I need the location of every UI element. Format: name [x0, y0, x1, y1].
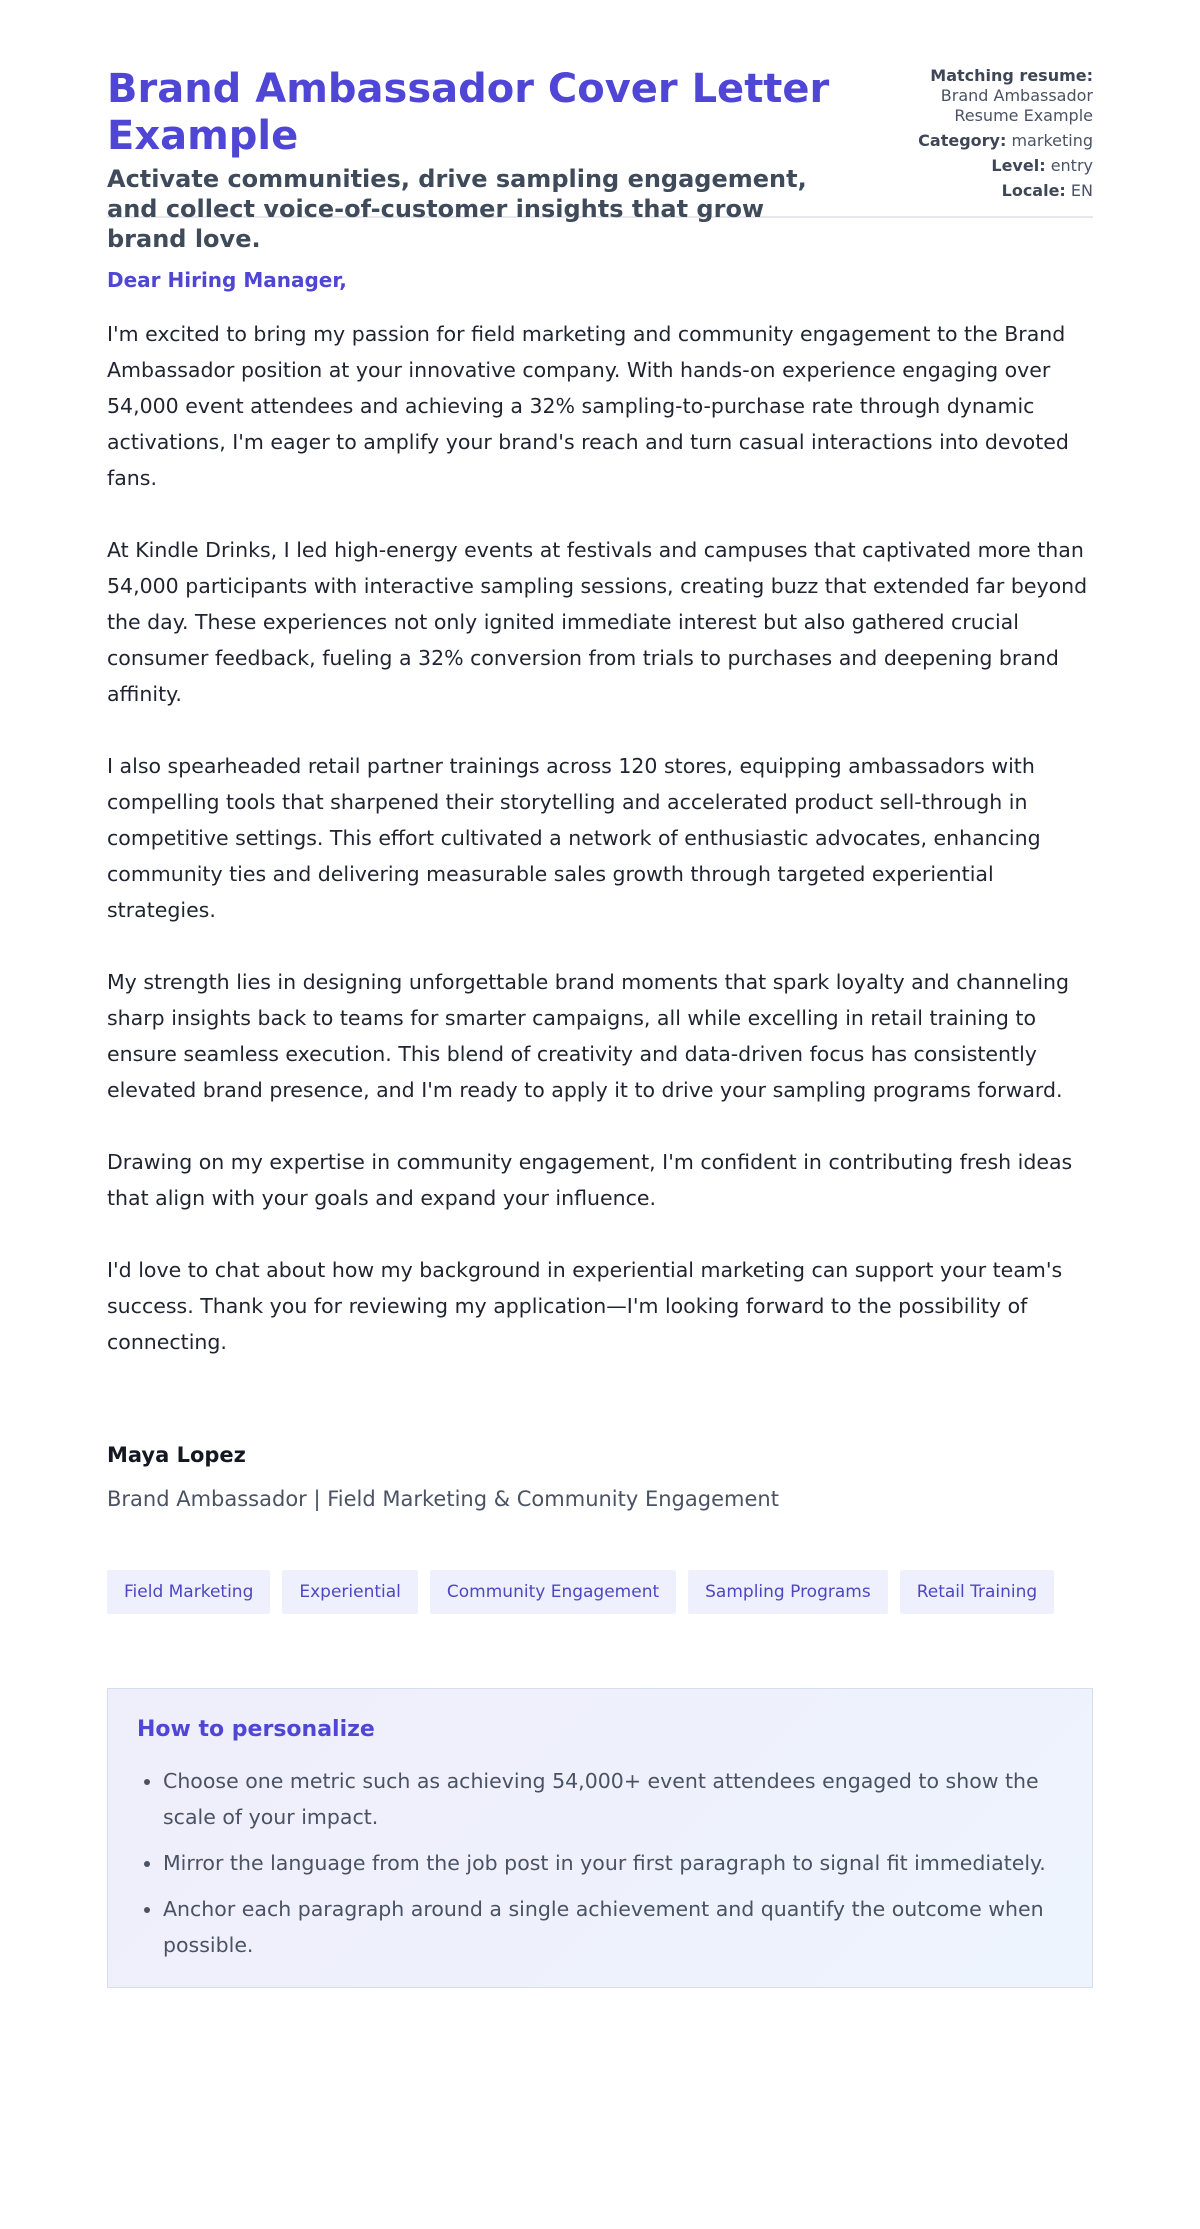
- letter-body: [107, 218, 1093, 1360]
- meta-level: [833, 156, 1093, 176]
- meta-category-label: Category:: [918, 131, 1007, 150]
- signature-name: Maya Lopez: [107, 1443, 246, 1467]
- signature-block: [107, 1440, 1093, 1514]
- letter-paragraph: Drawing on my expertise in community engagement, I'm confident in contributing fresh ideas that align with your goals and expand your influence.: [107, 1150, 1073, 1210]
- meta-matching-resume-line2[interactable]: Resume Example: [954, 106, 1093, 125]
- meta-matching-resume-label-row: [833, 66, 1093, 86]
- meta-locale-label: Locale:: [1001, 181, 1066, 200]
- skill-tag: Retail Training: [900, 1570, 1055, 1614]
- letter-paragraph: I also spearheaded retail partner trainings across 120 stores, equipping ambassadors with compelling tools that sharpened their storytelling and accelerated product sell-through in competitive settings. This effort cultivated a network of enthusiastic advocates, enhancing community ties and delivering measurable sales growth through targeted experiential strategies.: [107, 754, 1041, 922]
- meta-matching-resume-line1[interactable]: Brand Ambassador: [940, 86, 1093, 105]
- signature-title: Brand Ambassador | Field Marketing & Community Engagement: [107, 1487, 779, 1511]
- skill-tag: Sampling Programs: [688, 1570, 888, 1614]
- salutation: Dear Hiring Manager,: [107, 268, 347, 292]
- tips-list: [137, 1763, 1063, 1963]
- skill-tag: Field Marketing: [107, 1570, 270, 1614]
- skill-tags: [107, 1570, 1093, 1614]
- page-title: Brand Ambassador Cover Letter Example: [107, 66, 830, 159]
- meta-locale-value: EN: [1070, 181, 1093, 200]
- meta-level-label: Level:: [991, 156, 1046, 175]
- page-header: [107, 0, 1093, 253]
- skill-tag: Community Engagement: [430, 1570, 676, 1614]
- letter-paragraph: My strength lies in designing unforgettable brand moments that spark loyalty and channeling sharp insights back to teams for smarter campaigns, all while excelling in retail training to ensure seamless execution. This blend of creativity and data-driven focus has consistently elevated brand presence, and I'm ready to apply it to drive your sampling programs forward.: [107, 970, 1070, 1102]
- tip-item: • Anchor each paragraph around a single achievement and quantify the outcome when possible.: [163, 1891, 1063, 1963]
- letter-paragraph: I'd love to chat about how my background in experiential marketing can support your team's success. Thank you for reviewing my application—I'm looking forward to the possibility of connecting.: [107, 1258, 1063, 1354]
- tip-item: • Choose one metric such as achieving 54,000+ event attendees engaged to show the scale of your impact.: [163, 1763, 1063, 1835]
- skill-tag: Experiential: [282, 1570, 418, 1614]
- page-subtitle: Activate communities, drive sampling engagement, and collect voice-of-customer insights that grow brand love.: [107, 165, 807, 253]
- tip-item: • Mirror the language from the job post in your first paragraph to signal fit immediately.: [163, 1845, 1063, 1881]
- meta-category-value: marketing: [1011, 131, 1093, 150]
- tips-heading: How to personalize: [137, 1717, 375, 1742]
- resume-meta: [833, 66, 1093, 206]
- meta-matching-resume-label: Matching resume:: [930, 66, 1093, 85]
- letter-paragraph: I'm excited to bring my passion for field marketing and community engagement to the Brand Ambassador position at your innovative company. With hands-on experience engaging over 54,000 event attendees and achieving a 32% sampling-to-purchase rate through dynamic activations, I'm eager to amplify your brand's reach and turn casual interactions into devoted fans.: [107, 322, 1069, 490]
- personalize-tips-box: [107, 1688, 1093, 1988]
- letter-paragraph: At Kindle Drinks, I led high-energy events at festivals and campuses that captivated more than 54,000 participants with interactive sampling sessions, creating buzz that extended far beyond the day. These experiences not only ignited immediate interest but also gathered crucial consumer feedback, fueling a 32% conversion from trials to purchases and deepening brand affinity.: [107, 538, 1088, 706]
- meta-level-value: entry: [1050, 156, 1093, 175]
- meta-locale: [833, 181, 1093, 201]
- meta-category: [833, 131, 1093, 151]
